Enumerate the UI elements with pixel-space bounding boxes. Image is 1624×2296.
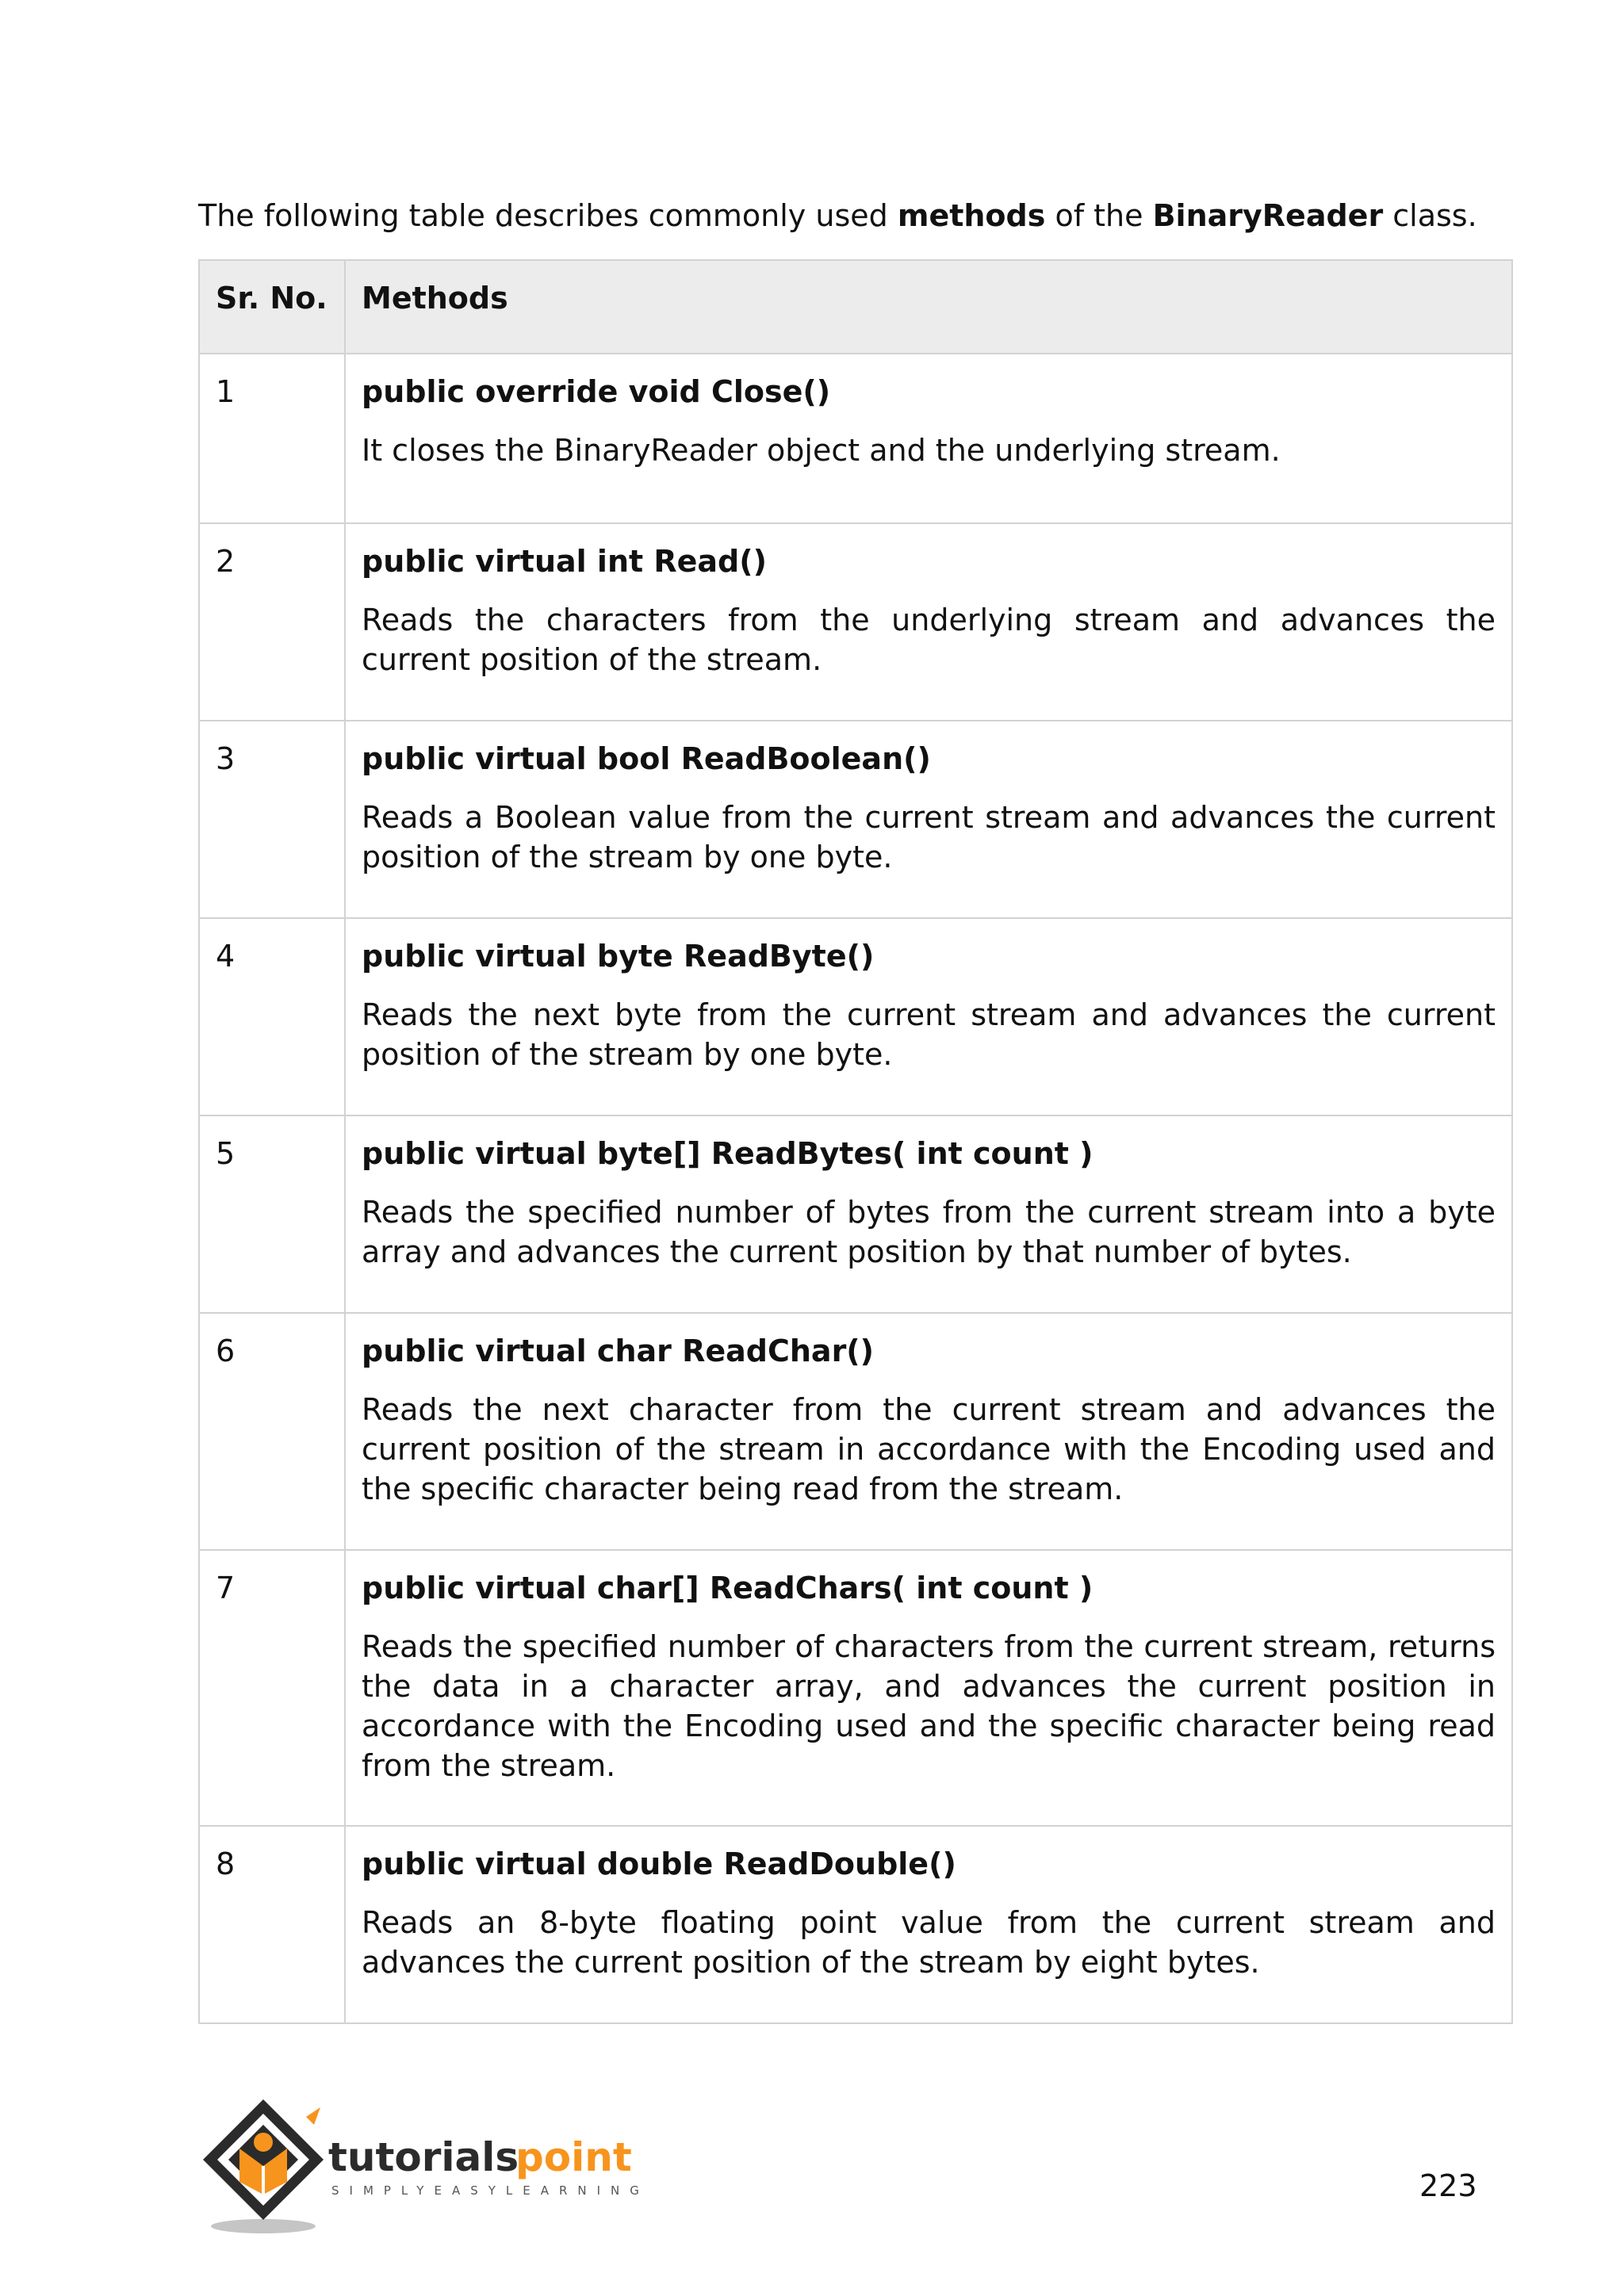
table-row [199, 721, 1512, 918]
header-sr-no: Sr. No. [199, 260, 345, 354]
method-cell [345, 354, 1512, 523]
method-signature: public virtual byte[] ReadBytes( int count ) [362, 1136, 1094, 1171]
method-description: Reads the specified number of characters from the current stream, returns the data in a character array, and advances the current position in accordance with the Encoding used and the specific character being read from the stream. [362, 1629, 1496, 1783]
methods-table [198, 259, 1513, 2024]
method-signature: public virtual byte ReadByte() [362, 939, 875, 974]
table-row [199, 1313, 1512, 1550]
table-row [199, 918, 1512, 1115]
intro-middle: of the [1045, 198, 1153, 233]
intro-paragraph [198, 195, 1507, 236]
intro-bold-class: BinaryReader [1152, 198, 1384, 233]
header-methods: Methods [345, 260, 1512, 354]
method-description: Reads the characters from the underlying stream and advances the current position of the stream. [362, 603, 1496, 677]
table-row [199, 523, 1512, 721]
method-cell [345, 523, 1512, 721]
table-row [199, 354, 1512, 523]
method-cell [345, 1826, 1512, 2023]
method-cell [345, 1550, 1512, 1826]
method-signature: public virtual bool ReadBoolean() [362, 741, 931, 776]
logo-word-point: point [515, 2134, 632, 2180]
row-number: 6 [199, 1313, 345, 1550]
method-description: Reads an 8-byte floating point value from the current stream and advances the current position of the stream by eight bytes. [362, 1905, 1496, 1980]
table-header-row [199, 260, 1512, 354]
intro-prefix: The following table describes commonly used [198, 198, 898, 233]
method-cell [345, 1115, 1512, 1313]
person-head-icon [254, 2133, 273, 2152]
method-signature: public virtual double ReadDouble() [362, 1846, 956, 1881]
row-number: 1 [199, 354, 345, 523]
row-number: 5 [199, 1115, 345, 1313]
tutorialspoint-logo [195, 2093, 655, 2236]
sparkle-icon [306, 2107, 320, 2125]
method-signature: public virtual char ReadChar() [362, 1334, 875, 1368]
table-row [199, 1826, 1512, 2023]
method-cell [345, 721, 1512, 918]
method-signature: public virtual char[] ReadChars( int count ) [362, 1571, 1094, 1605]
page-number: 223 [1419, 2168, 1477, 2203]
row-number: 3 [199, 721, 345, 918]
method-description: Reads the next character from the current stream and advances the current position of the stream in accordance with the Encoding used and the specific character being read from the stream. [362, 1392, 1496, 1506]
method-signature: public override void Close() [362, 374, 831, 409]
method-cell [345, 918, 1512, 1115]
logo-tagline: SIMPLYEASYLEARNING [331, 2183, 649, 2198]
table-row [199, 1115, 1512, 1313]
row-number: 2 [199, 523, 345, 721]
method-description: It closes the BinaryReader object and the underlying stream. [362, 433, 1281, 468]
intro-suffix: class. [1383, 198, 1477, 233]
table-row [199, 1550, 1512, 1826]
method-description: Reads the next byte from the current stream and advances the current position of the stream by one byte. [362, 997, 1496, 1072]
intro-bold-methods: methods [897, 198, 1046, 233]
logo-word-tutorials: tutorials [328, 2134, 519, 2180]
logo-shadow [211, 2219, 316, 2233]
row-number: 8 [199, 1826, 345, 2023]
row-number: 4 [199, 918, 345, 1115]
method-cell [345, 1313, 1512, 1550]
method-description: Reads the specified number of bytes from the current stream into a byte array and advances the current position by that number of bytes. [362, 1195, 1496, 1269]
method-description: Reads a Boolean value from the current stream and advances the current position of the stream by one byte. [362, 800, 1496, 874]
row-number: 7 [199, 1550, 345, 1826]
method-signature: public virtual int Read() [362, 544, 767, 579]
